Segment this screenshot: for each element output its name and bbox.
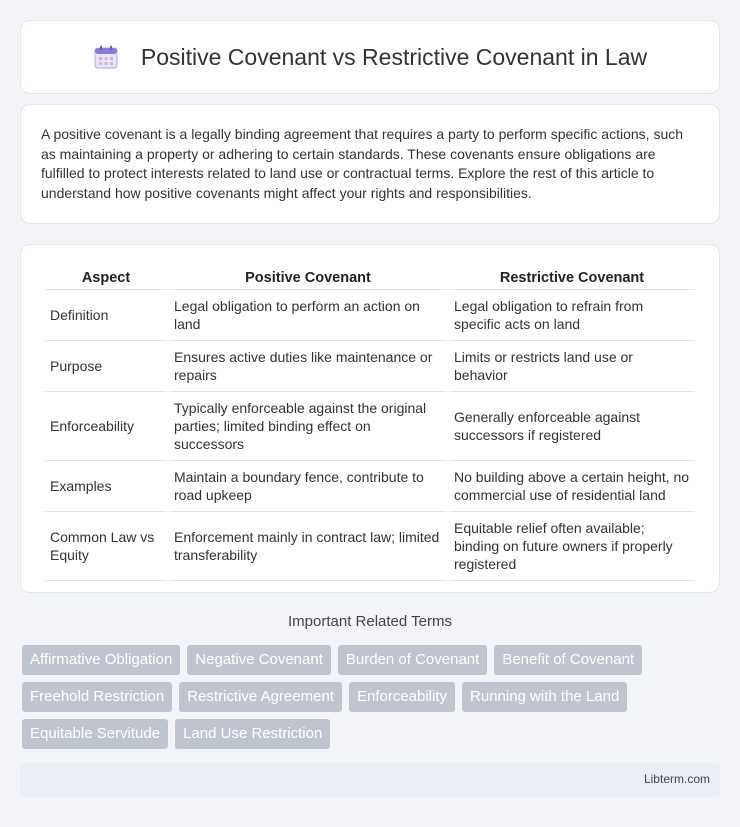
- row-aspect: Definition: [45, 290, 167, 341]
- page-title: Positive Covenant vs Restrictive Covenant in Law: [140, 43, 648, 70]
- table-row: [45, 512, 695, 581]
- row-restrictive: No building above a certain height, no commercial use of residential land: [449, 461, 695, 512]
- related-terms-list: [22, 645, 722, 749]
- related-term-tag[interactable]: Land Use Restriction: [175, 719, 330, 749]
- row-positive: Maintain a boundary fence, contribute to road upkeep: [169, 461, 447, 512]
- intro-text: A positive covenant is a legally binding agreement that requires a party to perform specific actions, such as maintaining a property or adhering to certain standards. These covenants ensure obligations are fulfilled to protect interests related to land use or contractual terms. Explore the rest of this article to understand how positive covenants might affect your rights and responsibilities.: [41, 126, 684, 201]
- footer: [20, 763, 720, 797]
- comparison-table: [43, 267, 697, 581]
- row-positive: Legal obligation to perform an action on land: [169, 290, 447, 341]
- header-card: [20, 20, 720, 94]
- related-term-tag[interactable]: Negative Covenant: [187, 645, 331, 675]
- related-term-tag[interactable]: Enforceability: [349, 682, 455, 712]
- row-positive: Enforcement mainly in contract law; limited transferability: [169, 512, 447, 581]
- row-restrictive: Generally enforceable against successors if registered: [449, 392, 695, 461]
- related-terms-title: Important Related Terms: [288, 613, 452, 630]
- table-row: [45, 341, 695, 392]
- column-header-positive: Positive Covenant: [169, 267, 447, 290]
- related-term-tag[interactable]: Benefit of Covenant: [494, 645, 642, 675]
- related-term-tag[interactable]: Running with the Land: [462, 682, 627, 712]
- footer-brand-link[interactable]: Libterm.com: [643, 772, 710, 786]
- calendar-icon: [93, 44, 119, 70]
- table-row: [45, 392, 695, 461]
- row-aspect: Common Law vs Equity: [45, 512, 167, 581]
- column-header-aspect: Aspect: [45, 267, 167, 290]
- related-term-tag[interactable]: Affirmative Obligation: [22, 645, 180, 675]
- row-restrictive: Legal obligation to refrain from specific acts on land: [449, 290, 695, 341]
- related-term-tag[interactable]: Equitable Servitude: [22, 719, 168, 749]
- row-positive: Typically enforceable against the original parties; limited binding effect on successors: [169, 392, 447, 461]
- row-aspect: Examples: [45, 461, 167, 512]
- row-positive: Ensures active duties like maintenance or repairs: [169, 341, 447, 392]
- row-aspect: Enforceability: [45, 392, 167, 461]
- related-term-tag[interactable]: Restrictive Agreement: [179, 682, 342, 712]
- related-term-tag[interactable]: Burden of Covenant: [338, 645, 487, 675]
- table-header-row: [45, 267, 695, 290]
- column-header-restrictive: Restrictive Covenant: [449, 267, 695, 290]
- intro-card: [20, 104, 720, 224]
- related-term-tag[interactable]: Freehold Restriction: [22, 682, 172, 712]
- comparison-card: [20, 244, 720, 593]
- table-row: [45, 290, 695, 341]
- table-row: [45, 461, 695, 512]
- row-restrictive: Equitable relief often available; binding on future owners if properly registered: [449, 512, 695, 581]
- row-restrictive: Limits or restricts land use or behavior: [449, 341, 695, 392]
- row-aspect: Purpose: [45, 341, 167, 392]
